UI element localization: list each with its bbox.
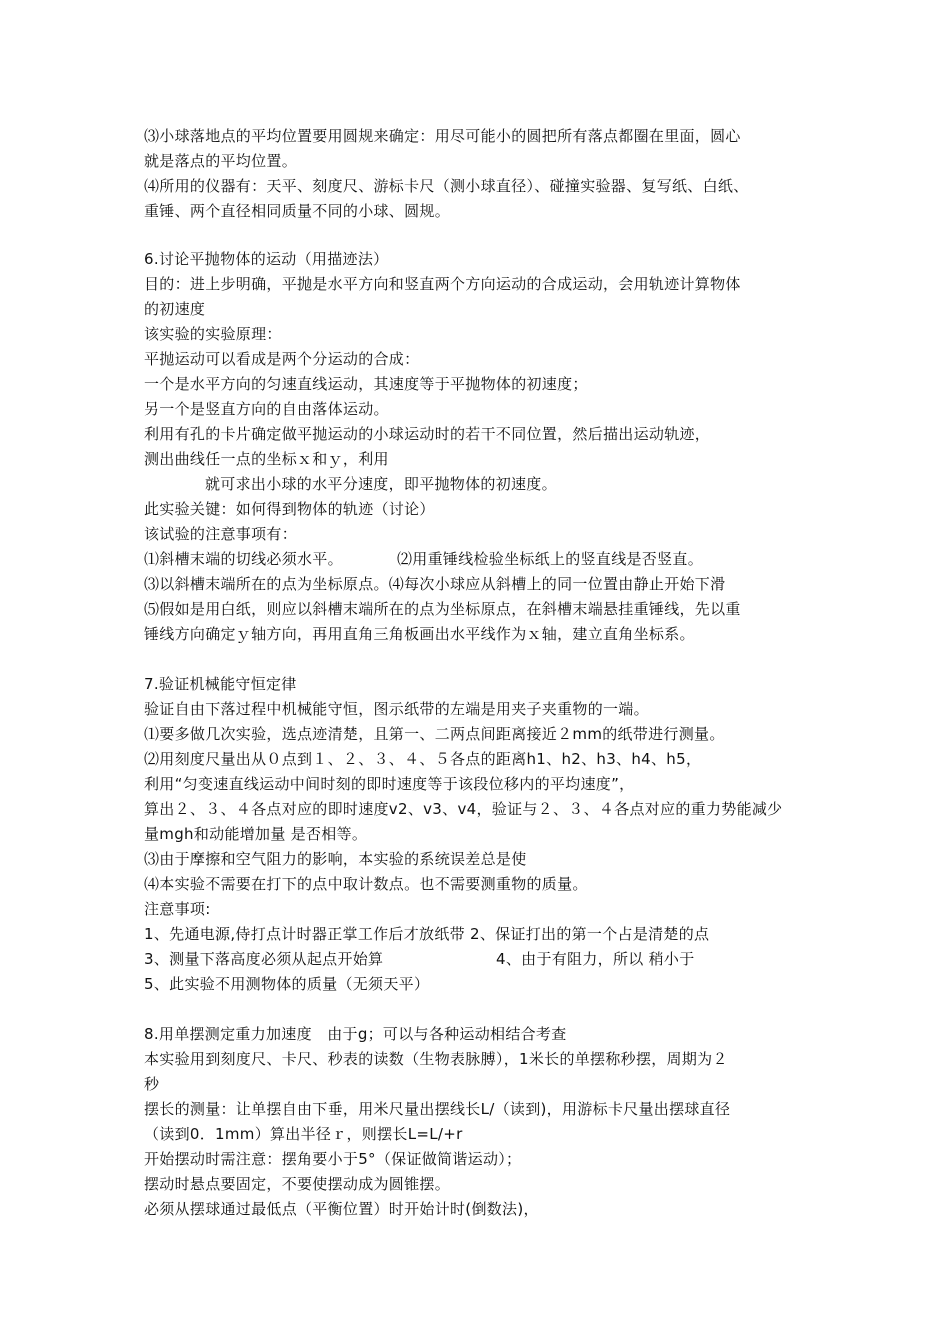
- text-line: 一个是水平方向的匀速直线运动，其速度等于平抛物体的初速度；: [144, 375, 588, 393]
- text-line: ⑶以斜槽末端所在的点为坐标原点。⑷每次小球应从斜槽上的同一位置由静止开始下滑: [144, 575, 726, 593]
- text-line: ⑸假如是用白纸，则应以斜槽末端所在的点为坐标原点，在斜槽末端悬挂重锤线，先以重: [144, 600, 741, 618]
- text-line: [144, 547, 764, 571]
- note-item: ⑵用重锤线检验坐标纸上的竖直线是否竖直。: [397, 550, 704, 568]
- note-item: 3、测量下落高度必须从起点开始算: [144, 950, 384, 968]
- text-line: （读到0．1mm）算出半径ｒ，则摆长L=L/+r: [144, 1125, 463, 1143]
- text-line: 注意事项:: [144, 900, 211, 918]
- text-line: 该实验的实验原理：: [144, 325, 282, 343]
- text-line: 摆动时悬点要固定，不要使摆动成为圆锥摆。: [144, 1175, 451, 1193]
- text-line: 量mgh和动能增加量 是否相等。: [144, 825, 368, 843]
- text-line: ⑵用刻度尺量出从０点到１、２、３、４、５各点的距离h1、h2、h3、h4、h5，: [144, 750, 702, 768]
- text-line: 验证自由下落过程中机械能守恒，图示纸带的左端是用夹子夹重物的一端。: [144, 700, 649, 718]
- text-line: 就可求出小球的水平分速度，即平抛物体的初速度。: [205, 475, 557, 493]
- text-line: ⑶由于摩擦和空气阻力的影响，本实验的系统误差总是使: [144, 850, 527, 868]
- text-line: 测出曲线任一点的坐标ｘ和ｙ，利用: [144, 450, 389, 468]
- text-line: ⑶小球落地点的平均位置要用圆规来确定：用尽可能小的圆把所有落点都圈在里面，圆心: [144, 127, 741, 145]
- text-line: 平抛运动可以看成是两个分运动的合成：: [144, 350, 420, 368]
- text-line: 利用“匀变速直线运动中间时刻的即时速度等于该段位移内的平均速度”，: [144, 775, 635, 793]
- section-heading: 7.验证机械能守恒定律: [144, 675, 297, 693]
- text-line: 秒: [144, 1075, 160, 1093]
- section-heading: 6.讨论平抛物体的运动（用描迹法）: [144, 250, 389, 268]
- text-line: 必须从摆球通过最低点（平衡位置）时开始计时(倒数法)，: [144, 1200, 539, 1218]
- text-line: [144, 947, 764, 971]
- text-line: 算出２、３、４各点对应的即时速度v2、v3、v4，验证与２、３、４各点对应的重力势能减少: [144, 800, 783, 818]
- text-line: 的初速度: [144, 300, 206, 318]
- text-line: 开始摆动时需注意：摆角要小于5°（保证做简谐运动）；: [144, 1150, 522, 1168]
- text-line: 另一个是竖直方向的自由落体运动。: [144, 400, 389, 418]
- section-heading: 8.用单摆测定重力加速度 由于g；可以与各种运动相结合考查: [144, 1025, 567, 1043]
- text-line: 重锤、两个直径相同质量不同的小球、圆规。: [144, 202, 451, 220]
- text-line: 该试验的注意事项有：: [144, 525, 298, 543]
- text-line: ⑷所用的仪器有：天平、刻度尺、游标卡尺（测小球直径）、碰撞实验器、复写纸、白纸、: [144, 177, 749, 195]
- text-line: 摆长的测量：让单摆自由下垂，用米尺量出摆线长L/（读到)，用游标卡尺量出摆球直径: [144, 1100, 731, 1118]
- text-line: 利用有孔的卡片确定做平抛运动的小球运动时的若干不同位置，然后描出运动轨迹，: [144, 425, 711, 443]
- text-line: 1、先通电源,侍打点计时器正掌工作后才放纸带 2、保证打出的第一个占是清楚的点: [144, 925, 710, 943]
- text-line: 锤线方向确定ｙ轴方向，再用直角三角板画出水平线作为ｘ轴，建立直角坐标系。: [144, 625, 695, 643]
- text-line: 目的：进上步明确，平抛是水平方向和竖直两个方向运动的合成运动，会用轨迹计算物体: [144, 275, 741, 293]
- text-line: ⑴要多做几次实验，选点迹清楚，且第一、二两点间距离接近２mm的纸带进行测量。: [144, 725, 725, 743]
- text-line: 此实验关键：如何得到物体的轨迹（讨论）: [144, 500, 435, 518]
- note-item: ⑴斜槽末端的切线必须水平。: [144, 550, 343, 568]
- text-line: 5、此实验不用测物体的质量（无须天平）: [144, 975, 430, 993]
- text-line: 就是落点的平均位置。: [144, 152, 298, 170]
- text-line: ⑷本实验不需要在打下的点中取计数点。也不需要测重物的质量。: [144, 875, 588, 893]
- note-item: 4、由于有阻力，所以 稍小于: [496, 950, 695, 968]
- text-line: 本实验用到刻度尺、卡尺、秒表的读数（生物表脉膊），1米长的单摆称秒摆，周期为２: [144, 1050, 728, 1068]
